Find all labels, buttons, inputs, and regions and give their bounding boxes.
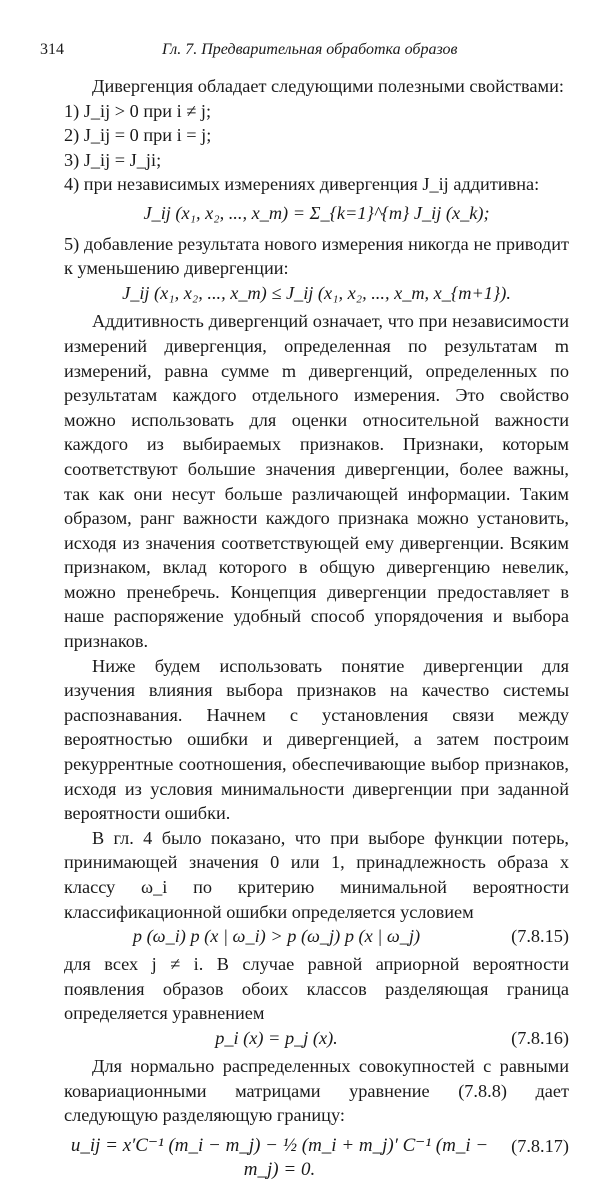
equation-7-8-17-body: u_ij = x′C⁻¹ (m_i − m_j) − ½ (m_i + m_j)′ C⁻¹ (m_i − m_j) = 0.: [70, 1134, 489, 1181]
page-number: 314: [40, 41, 64, 58]
equation-7-8-16-number: (7.8.16): [511, 1027, 569, 1048]
property-1: 1) J_ij > 0 при i ≠ j;: [64, 100, 212, 121]
page-header: [40, 38, 560, 60]
paragraph-additivity: Аддитивность дивергенций означает, что при независимости измерений дивергенция, определенная по результатам m измерений, равна сумме m дивергенций, определенных по результатам каждого отдельного измерения. Это свойство можно использовать для оценки относительной важности каждого из выбираемых признаков. Признаки, которым соответствуют большие значения дивергенции, более важны, так как они несут больше различающей информации. Таким образом, ранг важности каждого признака можно установить, исходя из значения соответствующей ему дивергенции. Всяким признаком, вклад которого в общую дивергенцию невелик, можно пренебречь. Концепция дивергенции предоставляет в наше распоряжение удобный способ упорядочения и выбора признаков.: [64, 311, 569, 652]
properties-list: [64, 99, 569, 306]
running-head: Гл. 7. Предварительная обработка образов: [162, 41, 458, 58]
paragraph-divergence-usage: Ниже будем использовать понятие дивергенции для изучения влияния выбора признаков на качество системы распознавания. Начнем с установления связи между вероятностью ошибки и дивергенцией, а затем построим рекуррентные соотношения, обеспечивающие выбор признаков, исходя из условия минимальности дивергенции при заданной вероятности ошибки.: [64, 655, 569, 824]
property-2: 2) J_ij = 0 при i = j;: [64, 125, 212, 146]
property-4: 4) при независимых измерениях дивергенция J_ij аддитивна:: [64, 174, 540, 195]
property-5: 5) добавление результата нового измерения никогда не приводит к уменьшению дивергенции:: [64, 233, 569, 279]
equation-7-8-15-body: p (ω_i) p (x | ω_i) > p (ω_j) p (x | ω_j): [132, 926, 421, 947]
formula-monotonicity: J_ij (x₁, x₂, ..., x_m) ≤ J_ij (x₁, x₂, ..., x_m, x_{m+1}).: [122, 282, 511, 303]
paragraph-loss-function: В гл. 4 было показано, что при выборе функции потерь, принимающей значения 0 или 1, принадлежность образа x классу ω_i по критерию минимальной вероятности классификационной ошибки определяется условием: [64, 827, 569, 922]
formula-additivity: J_ij (x₁, x₂, ..., x_m) = Σ_{k=1}^{m} J_ij (x_k);: [143, 202, 490, 223]
equation-7-8-17: [64, 1134, 569, 1181]
property-3: 3) J_ij = J_ji;: [64, 149, 162, 170]
equation-7-8-17-number: (7.8.17): [511, 1135, 569, 1156]
equation-7-8-15-number: (7.8.15): [511, 926, 569, 947]
page-body: [64, 74, 569, 1181]
equation-7-8-16: [64, 1026, 569, 1054]
intro-line: Дивергенция обладает следующими полезными свойствами:: [92, 76, 564, 96]
equation-7-8-15: [64, 924, 569, 952]
paragraph-normal-distributions: Для нормально распределенных совокупностей с равными ковариационными матрицами уравнение (7.8.8) дает следующую разделяющую границу:: [64, 1055, 569, 1126]
equation-7-8-16-body: p_i (x) = p_j (x).: [215, 1027, 338, 1048]
paragraph-equal-prior: для всех j ≠ i. В случае равной априорной вероятности появления образов обоих классов разделяющая граница определяется уравнением: [64, 954, 569, 1024]
